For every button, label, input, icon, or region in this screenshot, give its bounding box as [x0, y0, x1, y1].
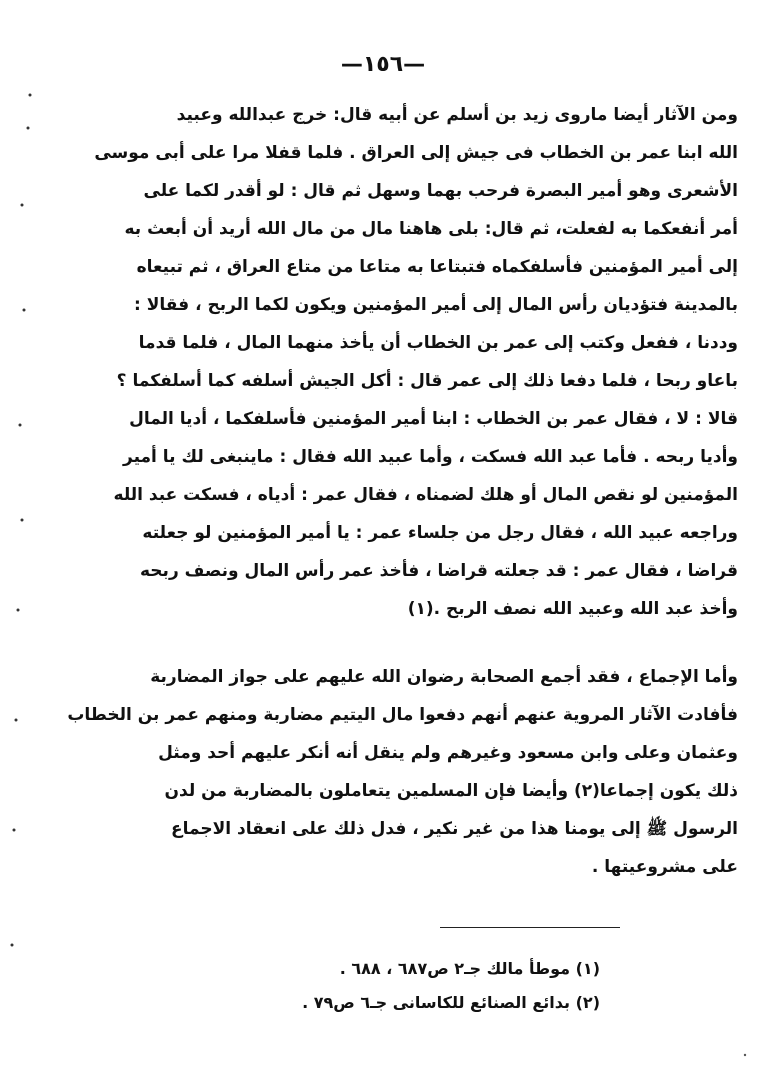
text-line: وراجعه عبيد الله ، فقال رجل من جلساء عمر : يا أمير المؤمنين لو جعلته: [142, 523, 738, 543]
text-line: الرسول ﷺ إلى يومنا هذا من غير نكير ، فدل ذلك على انعقاد الاجماع: [171, 819, 738, 839]
text-line: على مشروعيتها .: [591, 857, 738, 877]
text-line: الأشعرى وهو أمير البصرة فرحب بهما وسهل ثم قال : لو أقدر لكما على: [143, 181, 738, 201]
text-line: المؤمنين لو نقص المال أو هلك لضمناه ، فقال عمر : أدياه ، فسكت عبد الله: [113, 485, 738, 505]
text-line: وأديا ربحه . فأما عبد الله فسكت ، وأما عبيد الله فقال : ماينبغى لك يا أمير: [123, 447, 738, 467]
footnote-1: (١) موطأ مالك جـ٢ ص٦٨٧ ، ٦٨٨ .: [339, 959, 600, 978]
text-line: فأفادت الآثار المروية عنهم أنهم دفعوا مال اليتيم مضاربة ومنهم عمر بن الخطاب: [67, 705, 738, 725]
text-line: وأخذ عبد الله وعبيد الله نصف الربح .(١): [407, 599, 738, 619]
text-line: باعاو ربحا ، فلما دفعا ذلك إلى عمر قال : أكل الجيش أسلفه كما أسلفكما ؟: [116, 371, 738, 391]
text-line: وددنا ، ففعل وكتب إلى عمر بن الخطاب أن يأخذ منهما المال ، فلما قدما: [138, 333, 738, 353]
paragraph-athar: [58, 96, 738, 628]
text-line: أمر أنفعكما به لفعلت، ثم قال: بلى هاهنا مال من مال الله أريد أن أبعث به: [124, 219, 738, 239]
text-line: قالا : لا ، فقال عمر بن الخطاب : ابنا أمير المؤمنين فأسلفكما ، أديا المال: [129, 409, 738, 429]
footnote-divider: [440, 927, 620, 928]
text-line: بالمدينة فتؤديان رأس المال إلى أمير المؤمنين ويكون لكما الربح ، فقالا :: [134, 295, 738, 315]
paragraph-ijma: [58, 658, 738, 886]
page-number: —١٥٦—: [340, 52, 426, 77]
text-line: إلى أمير المؤمنين فأسلفكماه فتبتاعا به متاعا من متاع العراق ، ثم تبيعاه: [136, 257, 738, 277]
footnote-2: (٢) بدائع الصنائع للكاسانى جـ٦ ص٧٩ .: [302, 993, 600, 1012]
text-line: ومن الآثار أيضا ماروى زيد بن أسلم عن أبيه قال: خرج عبدالله وعبيد: [176, 105, 738, 125]
footnotes: [250, 952, 600, 1020]
text-line: وعثمان وعلى وابن مسعود وغيرهم ولم ينقل أنه أنكر عليهم أحد ومثل: [158, 743, 738, 763]
text-line: ذلك يكون إجماعا(٢) وأيضا فإن المسلمين يتعاملون بالمضاربة من لدن: [164, 781, 738, 801]
text-line: قراضا ، فقال عمر : قد جعلته قراضا ، فأخذ عمر رأس المال ونصف ربحه: [140, 561, 738, 581]
text-line: الله ابنا عمر بن الخطاب فى جيش إلى العراق . فلما قفلا مرا على أبى موسى: [94, 143, 738, 163]
text-line: وأما الإجماع ، فقد أجمع الصحابة رضوان الله عليهم على جواز المضاربة: [150, 667, 738, 687]
